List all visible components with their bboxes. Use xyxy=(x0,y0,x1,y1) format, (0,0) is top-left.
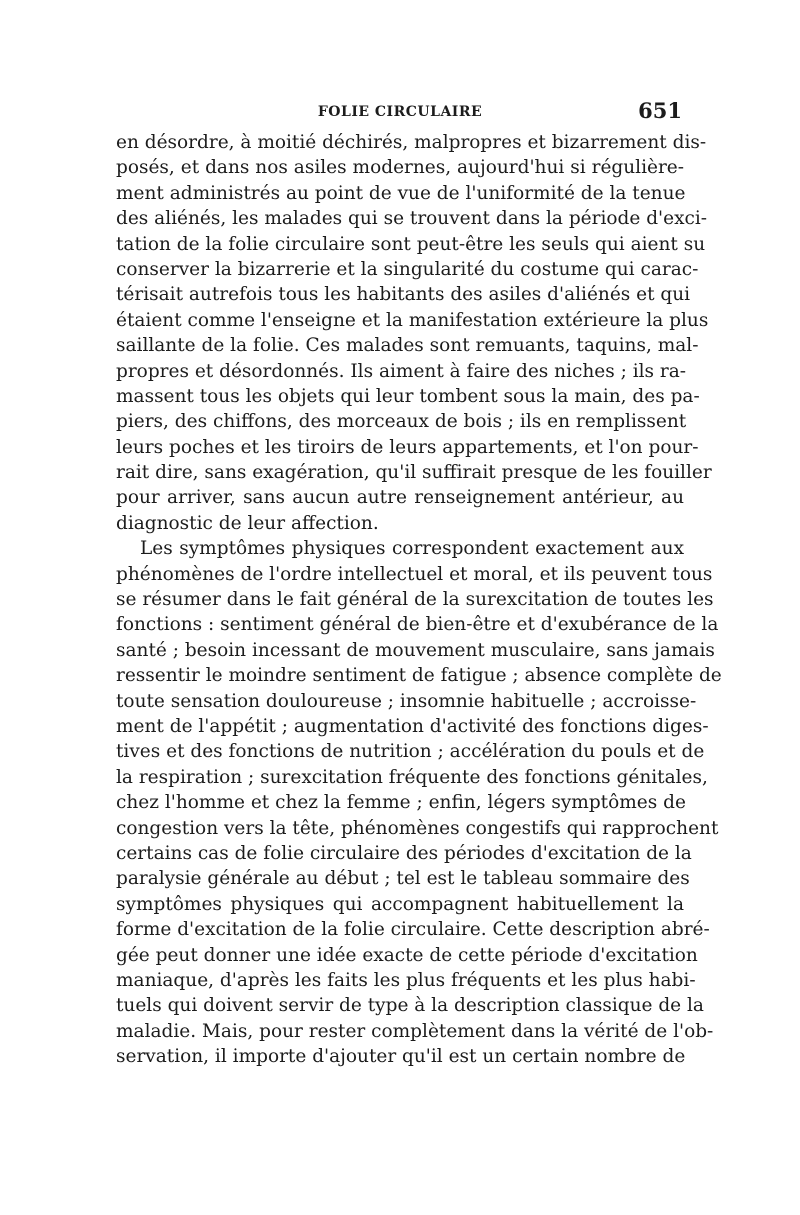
running-title: FOLIE CIRCULAIRE xyxy=(317,104,483,120)
text-line: tation de la folie circulaire sont peut-être les seuls qui aient su xyxy=(116,233,706,255)
text-line: servation, il importe d'ajouter qu'il est un certain nombre de xyxy=(116,1046,686,1068)
text-line: des aliénés, les malades qui se trouvent dans la période d'exci- xyxy=(116,208,708,230)
text-line: conserver la bizarrerie et la singularité du costume qui carac- xyxy=(116,258,699,280)
paragraph-end-line: diagnostic de leur affection. xyxy=(116,512,379,534)
text-line: étaient comme l'enseigne et la manifestation extérieure la plus xyxy=(116,309,709,331)
text-line: symptômes physiques qui accompagnent habituellement la xyxy=(116,893,684,915)
text-line: se résumer dans le fait général de la surexcitation de toutes les xyxy=(116,589,714,611)
body-text xyxy=(116,130,722,1069)
text-line: saillante de la folie. Ces malades sont remuants, taquins, mal- xyxy=(116,335,699,357)
text-line: chez l'homme et chez la femme ; enfin, légers symptômes de xyxy=(116,792,686,814)
paragraph-start-line: Les symptômes physiques correspondent exactement aux xyxy=(140,538,684,560)
text-line: en désordre, à moitié déchirés, malpropres et bizarrement dis- xyxy=(116,132,707,153)
text-line: ressentir le moindre sentiment de fatigue ; absence complète de xyxy=(116,665,722,687)
text-line: pour arriver, sans aucun autre renseignement antérieur, au xyxy=(116,487,684,509)
page-number: 651 xyxy=(638,98,682,123)
text-line: santé ; besoin incessant de mouvement musculaire, sans jamais xyxy=(116,639,715,661)
text-line: tives et des fonctions de nutrition ; accélération du pouls et de xyxy=(116,741,705,763)
text-line: la respiration ; surexcitation fréquente des fonctions génitales, xyxy=(116,766,708,788)
text-line: forme d'excitation de la folie circulaire. Cette description abré- xyxy=(116,919,710,941)
text-line: certains cas de folie circulaire des périodes d'excitation de la xyxy=(116,842,692,864)
text-line: fonctions : sentiment général de bien-être et d'exubérance de la xyxy=(116,614,719,636)
text-line: gée peut donner une idée exacte de cette période d'excitation xyxy=(116,944,698,966)
text-line: ment administrés au point de vue de l'uniformité de la tenue xyxy=(116,182,686,204)
text-line: piers, des chiffons, des morceaux de bois ; ils en remplissent xyxy=(116,411,687,433)
text-line: leurs poches et les tiroirs de leurs appartements, et l'on pour- xyxy=(116,436,699,458)
text-line: congestion vers la tête, phénomènes congestifs qui rapprochent xyxy=(116,817,719,839)
running-head xyxy=(116,96,684,126)
text-line: rait dire, sans exagération, qu'il suffirait presque de les fouiller xyxy=(116,462,712,484)
text-line: massent tous les objets qui leur tombent sous la main, des pa- xyxy=(116,385,700,407)
text-line: maniaque, d'après les faits les plus fréquents et les plus habi- xyxy=(116,969,696,991)
text-line: maladie. Mais, pour rester complètement dans la vérité de l'ob- xyxy=(116,1020,714,1042)
text-line: paralysie générale au début ; tel est le tableau sommaire des xyxy=(116,868,690,890)
text-line: propres et désordonnés. Ils aiment à faire des niches ; ils ra- xyxy=(116,360,687,382)
text-line: toute sensation douloureuse ; insomnie habituelle ; accroisse- xyxy=(116,690,697,712)
text-line: tuels qui doivent servir de type à la description classique de la xyxy=(116,995,704,1017)
text-line: ment de l'appétit ; augmentation d'activité des fonctions diges- xyxy=(116,715,709,737)
text-line: phénomènes de l'ordre intellectuel et moral, et ils peuvent tous xyxy=(116,563,713,585)
text-line: térisait autrefois tous les habitants des asiles d'aliénés et qui xyxy=(116,284,691,306)
text-line: posés, et dans nos asiles modernes, aujourd'hui si régulière- xyxy=(116,157,684,179)
